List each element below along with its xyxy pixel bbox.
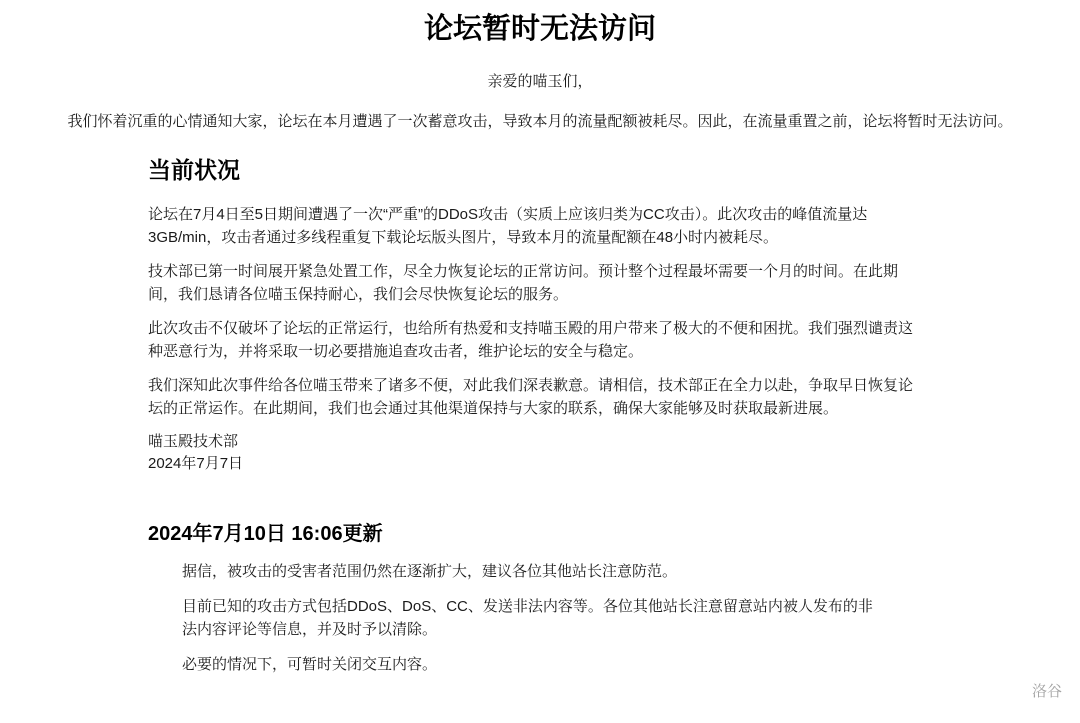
update-paragraph-2: 目前已知的攻击方式包括DDoS、DoS、CC、发送非法内容等。各位其他站长注意留意站内被人发布的非法内容评论等信息，并及时予以清除。 [182,598,873,638]
greeting-line: 亲爱的喵玉们， [487,73,593,90]
status-paragraph-3: 此次攻击不仅破坏了论坛的正常运行，也给所有热爱和支持喵玉殿的用户带来了极大的不便和困扰。我们强烈谴责这种恶意行为，并将采取一切必要措施追查攻击者，维护论坛的安全与稳定。 [148,320,914,360]
signature-name: 喵玉殿技术部 [148,433,239,450]
update-section [182,560,882,676]
status-paragraph-2: 技术部已第一时间展开紧急处置工作，尽全力恢复论坛的正常访问。预计整个过程最坏需要一个月的时间。在此期间，我们恳请各位喵玉保持耐心，我们会尽快恢复论坛的服务。 [148,263,899,303]
status-paragraph-1: 论坛在7月4日至5日期间遭遇了一次“严重”的DDoS攻击（实质上应该归类为CC攻击）。此次攻击的峰值流量达3GB/min，攻击者通过多线程重复下载论坛版头图片，导致本月的流量配额在48小时内被耗尽。 [148,206,868,246]
signature-block [148,431,922,475]
signature-date: 2024年7月7日 [148,455,244,472]
update-heading: 2024年7月10日 16:06更新 [148,523,383,545]
page-title: 论坛暂时无法访问 [423,13,656,45]
status-heading: 当前状况 [148,157,240,183]
status-paragraph-4: 我们深知此次事件给各位喵玉带来了诸多不便，对此我们深表歉意。请相信，技术部正在全力以赴，争取早日恢复论坛的正常运作。在此期间，我们也会通过其他渠道保持与大家的联系，确保大家能够及时获取最新进展。 [148,377,914,417]
update-paragraph-1: 据信，被攻击的受害者范围仍然在逐渐扩大，建议各位其他站长注意防范。 [182,563,678,580]
status-section [148,155,922,676]
intro-paragraph: 我们怀着沉重的心情通知大家，论坛在本月遭遇了一次蓄意攻击，导致本月的流量配额被耗尽。因此，在流量重置之前，论坛将暂时无法访问。 [67,113,1013,130]
watermark-luogu: 洛谷 [1031,683,1062,700]
update-paragraph-3: 必要的情况下，可暂时关闭交互内容。 [182,656,438,673]
